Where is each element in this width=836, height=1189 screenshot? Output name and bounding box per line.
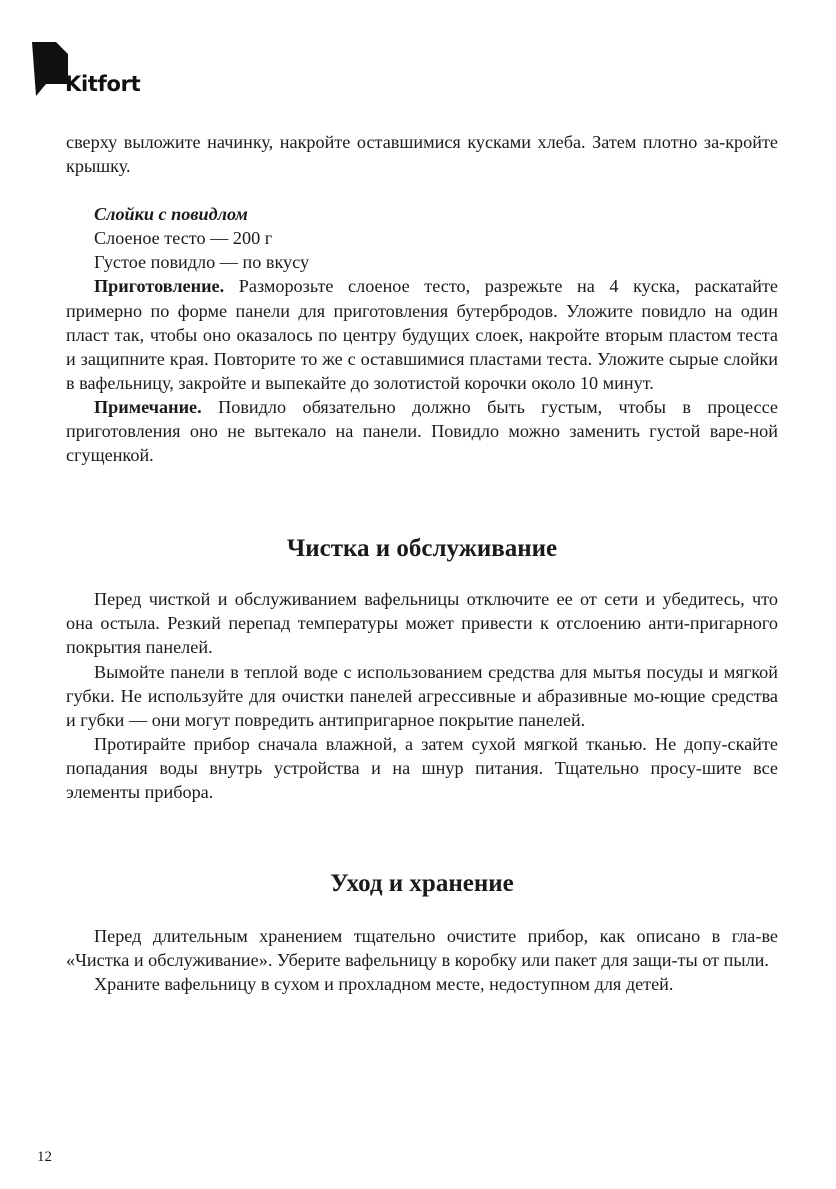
preparation-label: Приготовление. <box>94 276 225 297</box>
recipe-note <box>66 395 778 467</box>
ingredient-item: Слоеное тесто — 200 г <box>94 228 273 249</box>
page-number: 12 <box>37 1149 52 1165</box>
cleaning-paragraph: Перед чисткой и обслуживанием вафельницы отключите ее от сети и убедитесь, что она остыла. Резкий перепад температуры может привести к отслоению анти-пригарного покрытия панелей. <box>66 589 778 658</box>
section-heading-cleaning: Чистка и обслуживание <box>286 535 558 563</box>
section-heading-storage: Уход и хранение <box>330 870 514 898</box>
recipe-title: Слойки с повидлом <box>94 204 248 225</box>
preparation-text: Разморозьте слоеное тесто, разрежьте на 4 куска, раскатайте примерно по форме панели для приготовления бутербродов. Уложите повидло на один пласт так, чтобы оно оказалось по центру будущих слоек, накройте вторым пластом теста и защипните края. Повторите то же с оставшимися пластами теста. Уложите сырые слойки в вафельницу, закройте и выпекайте до золотистой корочки около 10 минут. <box>66 276 778 393</box>
ingredient-item: Густое повидло — по вкусу <box>94 252 310 273</box>
recipe-preparation <box>66 274 778 394</box>
note-label: Примечание. <box>94 396 202 417</box>
storage-paragraph: Перед длительным хранением тщательно очистите прибор, как описано в гла-ве «Чистка и обслуживание». Уберите вафельницу в коробку или пакет для защи-ты от пыли. <box>66 926 778 971</box>
cleaning-paragraph: Вымойте панели в теплой воде с использованием средства для мытья посуды и мягкой губки. Не используйте для очистки панелей агрессивные и абразивные мо-ющие средства и губки — они могут повредить антипригарное покрытие панелей. <box>66 661 778 730</box>
storage-paragraph: Храните вафельницу в сухом и прохладном месте, недоступном для детей. <box>94 974 674 995</box>
page-content <box>66 130 778 996</box>
cleaning-paragraph: Протирайте прибор сначала влажной, а затем сухой мягкой тканью. Не допу-скайте попадания воды внутрь устройства и на шнур питания. Тщательно просу-шите все элементы прибора. <box>66 733 778 802</box>
note-text: Повидло обязательно должно быть густым, чтобы в процессе приготовления оно не вытекало на панели. Повидло можно заменить густой варе-ной сгущенкой. <box>66 396 778 466</box>
brand-name: Kitfort <box>65 72 141 96</box>
intro-paragraph: сверху выложите начинку, накройте оставшимися кусками хлеба. Затем плотно за-кройте крышку. <box>66 132 778 177</box>
kitfort-logo-icon <box>32 42 68 96</box>
kitfort-logo <box>32 42 172 102</box>
